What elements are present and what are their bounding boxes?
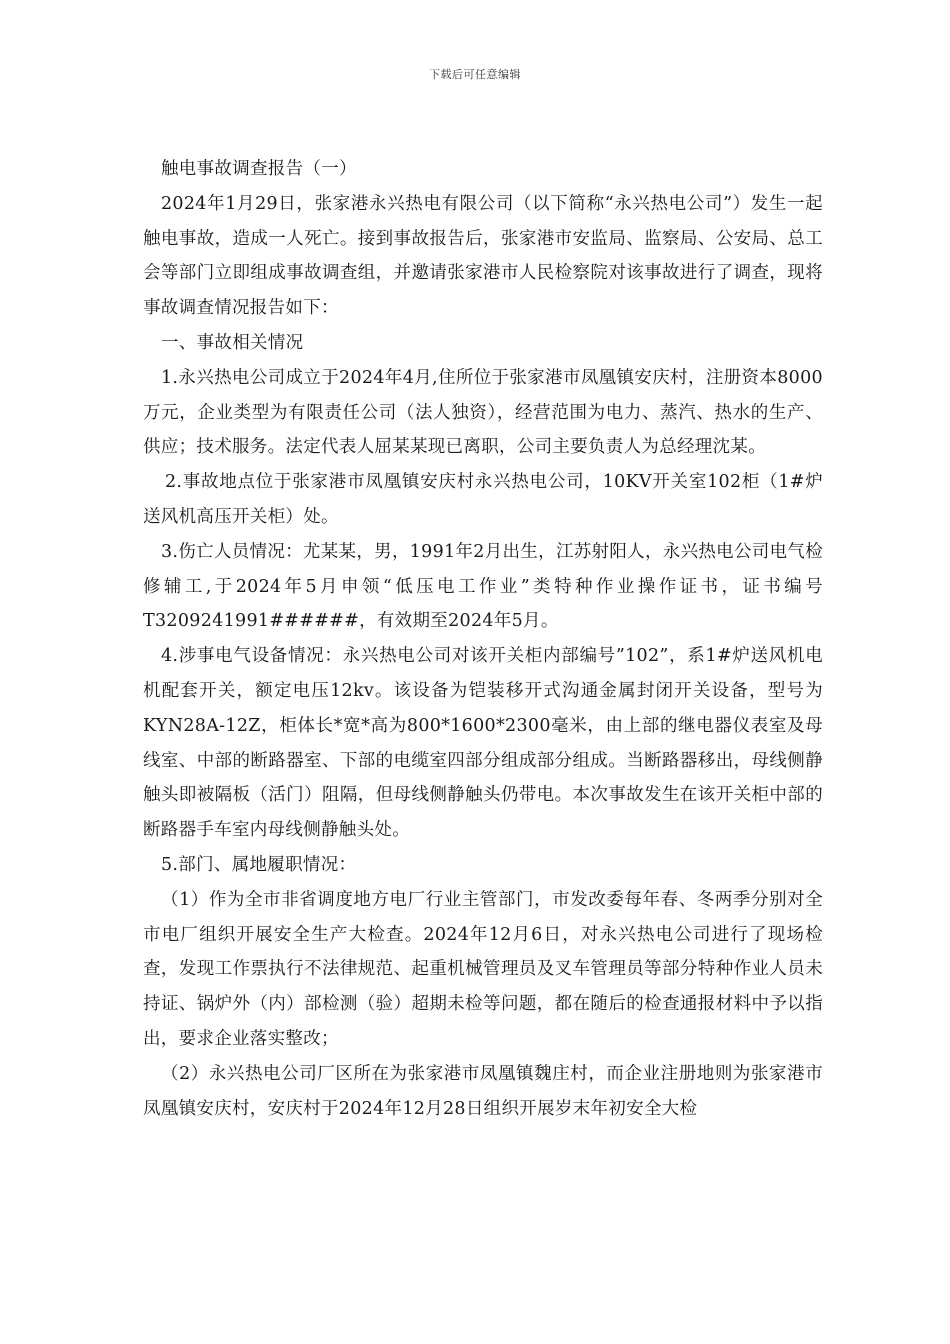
intro-paragraph: 2024年1月29日，张家港永兴热电有限公司（以下简称“永兴热电公司”）发生一起触电事故，造成一人死亡。接到事故报告后，张家港市安监局、监察局、公安局、总工会等部门立即组成事故调查组，并邀请张家港市人民检察院对该事故进行了调查，现将事故调查情况报告如下： xyxy=(143,193,823,319)
item-5-heading: 5.部门、属地履职情况： xyxy=(161,854,357,875)
item-4-paragraph: 4.涉事电气设备情况：永兴热电公司对该开关柜内部编号”102”，系1#炉送风机电机配套开关，额定电压12kv。该设备为铠装移开式沟通金属封闭开关设备，型号为KYN28A-12Z，柜体长*宽*高为800*1600*2300毫米，由上部的继电器仪表室及母线室、中部的断路器室、下部的电缆室四部分组成部分组成。当断路器移出，母线侧静触头即被隔板（活门）阻隔，但母线侧静触头仍带电。本次事故发生在该开关柜中部的断路器手车室内母线侧静触头处。 xyxy=(143,646,823,841)
item-5-2-paragraph: （2）永兴热电公司厂区所在为张家港市凤凰镇魏庄村，而企业注册地则为张家港市凤凰镇安庆村，安庆村于2024年12月28日组织开展岁末年初安全大检 xyxy=(143,1063,823,1119)
item-2-paragraph: 2.事故地点位于张家港市凤凰镇安庆村永兴热电公司，10KV开关室102柜（1#炉送风机高压开关柜）处。 xyxy=(143,472,823,527)
section-heading: 一、事故相关情况 xyxy=(161,332,304,353)
item-1-paragraph: 1.永兴热电公司成立于2024年4月,住所位于张家港市凤凰镇安庆村，注册资本8000万元，企业类型为有限责任公司（法人独资），经营范围为电力、蒸汽、热水的生产、供应；技术服务。法定代表人屈某某现已离职，公司主要负责人为总经理沈某。 xyxy=(143,367,823,458)
page-header-note: 下载后可任意编辑 xyxy=(429,68,521,81)
item-3-paragraph: 3.伤亡人员情况：尤某某，男，1991年2月出生，江苏射阳人，永兴热电公司电气检修辅工,于2024年5月申领“低压电工作业”类特种作业操作证书，证书编号T3209241991######，有效期至2024年5月。 xyxy=(143,541,823,632)
item-5-1-paragraph: （1）作为全市非省调度地方电厂行业主管部门，市发改委每年春、冬两季分别对全市电厂组织开展安全生产大检查。2024年12月6日，对永兴热电公司进行了现场检查，发现工作票执行不法律规范、起重机械管理员及叉车管理员等部分特种作业人员未持证、锅炉外（内）部检测（验）超期未检等问题，都在随后的检查通报材料中予以指出，要求企业落实整改； xyxy=(143,889,823,1049)
document-title: 触电事故调查报告（一） xyxy=(161,159,357,179)
document-body xyxy=(143,152,823,1126)
